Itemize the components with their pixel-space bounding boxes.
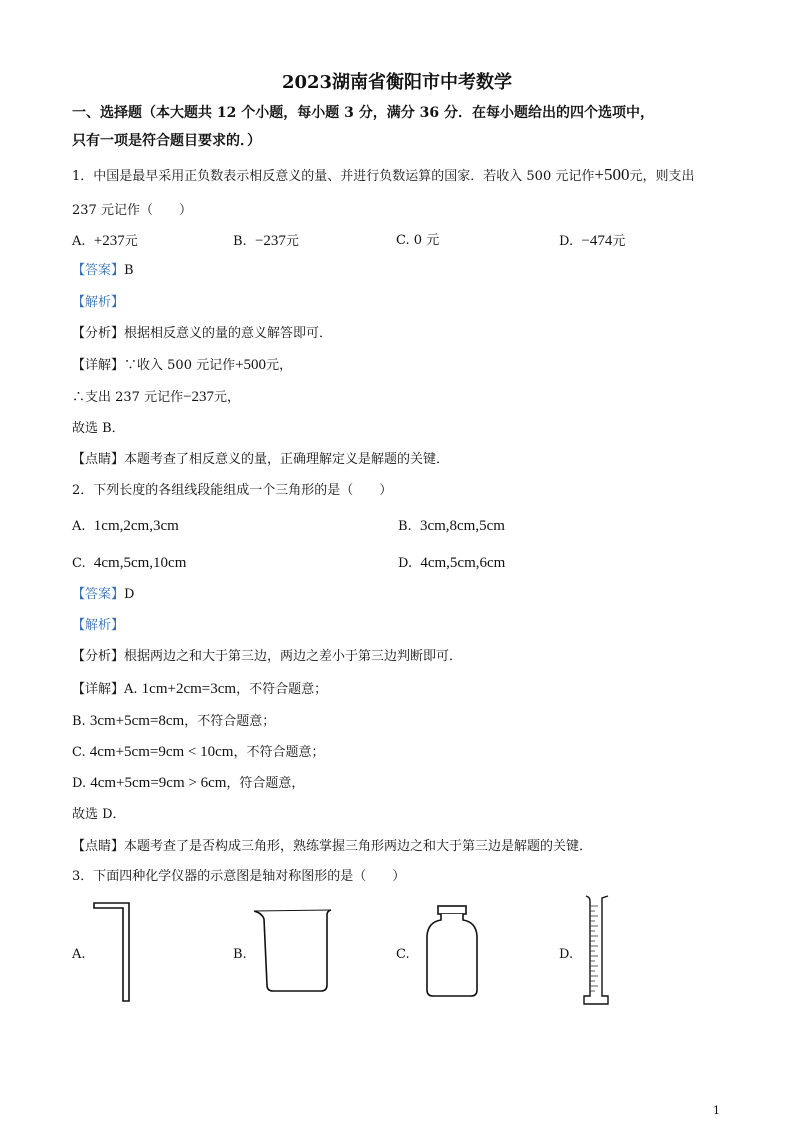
q1-xiangjie-2	[72, 388, 240, 407]
option-letter: D.	[559, 234, 574, 249]
bent-tube-icon[interactable]	[90, 900, 140, 1005]
q1-option-c[interactable]	[396, 232, 439, 250]
q1-stem-line1	[72, 166, 694, 186]
q3-option-a-label[interactable]: A.	[72, 947, 86, 962]
q3-option-c-label[interactable]: C.	[396, 947, 410, 962]
q2-answer	[72, 586, 134, 604]
xiangjie-math: +500	[235, 357, 267, 373]
q1-option-d[interactable]	[559, 232, 625, 251]
q1-answer	[72, 262, 134, 280]
option-math: 1cm,2cm,3cm	[93, 518, 179, 534]
xiangjie-math: 3cm+5cm=8cm	[89, 713, 185, 729]
q1-stem-text2: 元，则支出	[629, 169, 695, 184]
answer-value: B	[124, 263, 134, 278]
xiangjie-prefix: D.	[72, 776, 91, 791]
xiangjie-text: ∴支出 237 元记作	[72, 390, 184, 405]
q1-option-a[interactable]	[72, 232, 138, 251]
q1-option-b[interactable]	[233, 232, 299, 251]
option-math: 4cm,5cm,6cm	[420, 555, 506, 571]
q2-option-b[interactable]	[398, 517, 505, 536]
option-letter: A.	[72, 234, 86, 249]
q1-dianjing	[72, 451, 449, 469]
xiangjie-tag: 【详解】	[72, 358, 125, 373]
xiangjie-end: ，符合题意，	[226, 776, 305, 791]
xiangjie-end: 元，	[266, 358, 293, 373]
q2-stem: 2．下列长度的各组线段能组成一个三角形的是（ ）	[72, 483, 393, 498]
graduated-cylinder-icon[interactable]	[578, 892, 618, 1010]
q1-xiangjie-1	[72, 356, 292, 375]
option-letter: C.	[72, 556, 86, 571]
xiangjie-prefix: A.	[124, 682, 142, 697]
q1-stem-line2: 237 元记作（ ）	[72, 203, 192, 218]
q3-stem: 3．下面四种化学仪器的示意图是轴对称图形的是（ ）	[72, 869, 406, 884]
q2-option-d[interactable]	[398, 554, 505, 573]
q2-xiangjie-end: 故选 D．	[72, 807, 126, 822]
option-math: +237	[93, 233, 125, 249]
q2-option-c[interactable]	[72, 554, 186, 573]
answer-tag: 【答案】	[72, 587, 125, 602]
option-unit: 元	[612, 234, 626, 249]
xiangjie-text: ∵收入 500 元记作	[124, 358, 236, 373]
option-math: 3cm,8cm,5cm	[419, 518, 505, 534]
option-unit: 元	[426, 233, 440, 248]
dianjing-text: 本题考查了是否构成三角形，熟练掌握三角形两边之和大于第三边是解题的关键．	[124, 839, 593, 854]
option-letter: B.	[398, 519, 412, 534]
option-letter: C.	[396, 233, 410, 248]
xiangjie-math: 4cm+5cm=9cm < 10cm	[89, 744, 234, 760]
q1-stem-math: +500	[594, 165, 630, 184]
xiangjie-end: ，不符合题意；	[233, 745, 325, 760]
dianjing-tag: 【点睛】	[72, 452, 125, 467]
xiangjie-tag: 【详解】	[72, 682, 125, 697]
option-math: −237	[254, 233, 286, 249]
fenxi-tag: 【分析】	[72, 649, 125, 664]
option-letter: B.	[233, 234, 247, 249]
q3-option-d-label[interactable]: D.	[559, 947, 574, 962]
q2-analysis-tag: 【解析】	[72, 618, 125, 633]
section-header-line1: 一、选择题（本大题共 12 个小题，每小题 3 分，满分 36 分．在每小题给出的四个选项中，	[72, 105, 654, 121]
q1-fenxi	[72, 325, 332, 343]
q2-option-a[interactable]	[72, 517, 179, 536]
q1-stem-text: 1．中国是最早采用正负数表示相反意义的量、并进行负数运算的国家．若收入 500 元记作	[72, 169, 595, 184]
fenxi-tag: 【分析】	[72, 326, 125, 341]
option-unit: 元	[285, 234, 299, 249]
q2-dianjing	[72, 838, 592, 856]
q2-xiangjie-b	[72, 712, 275, 731]
page-title: 2023湖南省衡阳市中考数学	[281, 72, 513, 93]
xiangjie-end: 元，	[214, 390, 241, 405]
fenxi-text: 根据两边之和大于第三边，两边之差小于第三边判断即可．	[124, 649, 463, 664]
option-math: 4cm,5cm,10cm	[93, 555, 187, 571]
answer-value: D	[124, 587, 135, 602]
q2-fenxi	[72, 648, 462, 666]
xiangjie-prefix: C.	[72, 745, 90, 760]
xiangjie-math: 4cm+5cm=9cm > 6cm	[90, 775, 227, 791]
q3-option-b-label[interactable]: B.	[233, 947, 247, 962]
xiangjie-end: ，不符合题意；	[184, 714, 276, 729]
xiangjie-math: −237	[183, 389, 215, 405]
q2-xiangjie-c	[72, 743, 324, 762]
dianjing-tag: 【点睛】	[72, 839, 125, 854]
fenxi-text: 根据相反意义的量的意义解答即可．	[124, 326, 333, 341]
dianjing-text: 本题考查了相反意义的量，正确理解定义是解题的关键．	[124, 452, 450, 467]
page-number: 1	[713, 1104, 720, 1117]
q1-analysis-tag: 【解析】	[72, 295, 125, 310]
xiangjie-math: 1cm+2cm=3cm	[141, 681, 237, 697]
beaker-icon[interactable]	[250, 905, 340, 995]
answer-tag: 【答案】	[72, 263, 125, 278]
q2-xiangjie-d	[72, 774, 304, 793]
bottle-icon[interactable]	[420, 904, 484, 1000]
option-unit: 元	[124, 234, 138, 249]
option-math: 0	[413, 233, 423, 248]
section-header-line2: 只有一项是符合题目要求的．）	[72, 133, 261, 149]
option-letter: D.	[398, 556, 413, 571]
xiangjie-prefix: B.	[72, 714, 90, 729]
option-math: −474	[581, 233, 613, 249]
q2-xiangjie-a	[72, 680, 327, 699]
option-letter: A.	[72, 519, 86, 534]
q1-xiangjie-3: 故选 B．	[72, 421, 125, 436]
xiangjie-end: ，不符合题意；	[236, 682, 328, 697]
